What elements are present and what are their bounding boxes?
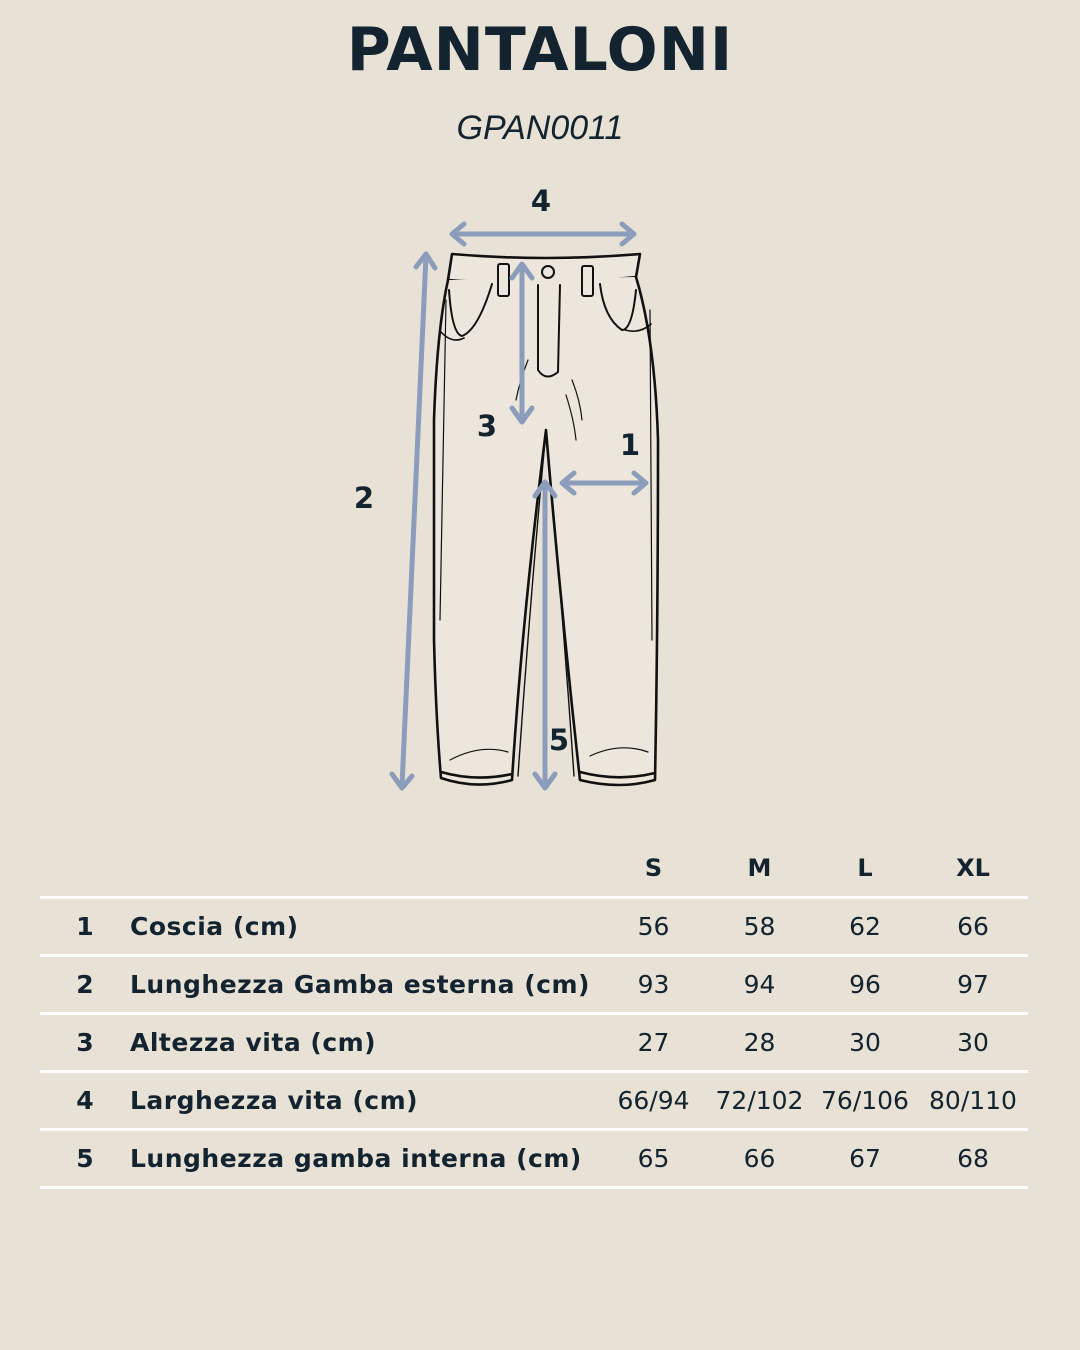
value-xl: 97 [918,956,1028,1014]
value-s: 66/94 [600,1072,707,1130]
measure-label-5: 5 [548,723,570,757]
value-m: 72/102 [707,1072,812,1130]
row-label: Altezza vita (cm) [130,1014,600,1072]
value-s: 93 [600,956,707,1014]
value-xl: 80/110 [918,1072,1028,1130]
row-label: Coscia (cm) [130,898,600,956]
table-row [40,956,1028,1014]
size-header-m: M [707,840,812,898]
value-xl: 68 [918,1130,1028,1188]
size-header-xl: XL [918,840,1028,898]
value-m: 28 [707,1014,812,1072]
table-row [40,1130,1028,1188]
row-label: Larghezza vita (cm) [130,1072,600,1130]
value-l: 67 [812,1130,918,1188]
row-index: 5 [40,1130,130,1188]
value-l: 76/106 [812,1072,918,1130]
size-header-s: S [600,840,707,898]
value-m: 58 [707,898,812,956]
size-header-row [40,840,1028,898]
measure-label-2: 2 [353,481,375,515]
page-title: PANTALONI [346,15,734,85]
row-index: 4 [40,1072,130,1130]
measure-label-4: 4 [530,184,552,218]
size-header-l: L [812,840,918,898]
value-xl: 30 [918,1014,1028,1072]
row-index: 2 [40,956,130,1014]
value-xl: 66 [918,898,1028,956]
measure-label-3: 3 [476,409,498,443]
table-row [40,1014,1028,1072]
value-l: 30 [812,1014,918,1072]
row-index: 1 [40,898,130,956]
arrow-waist-width [452,224,634,244]
value-l: 62 [812,898,918,956]
value-s: 27 [600,1014,707,1072]
header-empty-label [130,840,600,898]
measure-label-1: 1 [619,428,641,462]
value-m: 94 [707,956,812,1014]
row-label: Lunghezza Gamba esterna (cm) [130,956,600,1014]
header-empty-index [40,840,130,898]
row-index: 3 [40,1014,130,1072]
value-l: 96 [812,956,918,1014]
value-s: 65 [600,1130,707,1188]
value-m: 66 [707,1130,812,1188]
row-label: Lunghezza gamba interna (cm) [130,1130,600,1188]
arrow-outer-leg [392,254,435,788]
product-code: GPAN0011 [456,109,624,147]
value-s: 56 [600,898,707,956]
table-row [40,1072,1028,1130]
table-row [40,898,1028,956]
size-table [40,840,1028,1189]
